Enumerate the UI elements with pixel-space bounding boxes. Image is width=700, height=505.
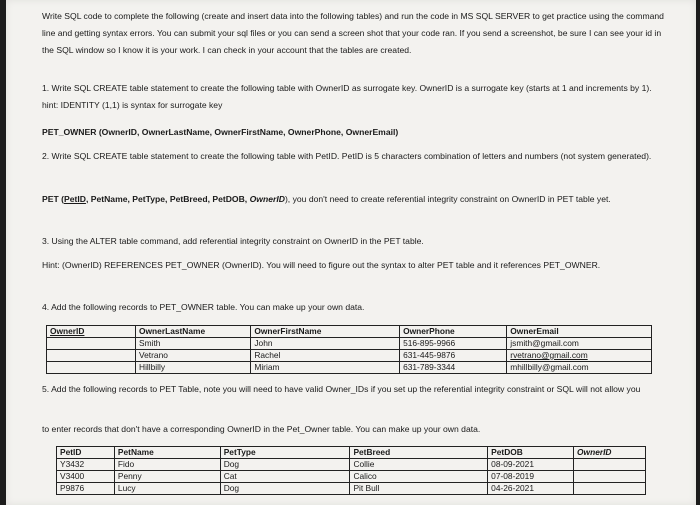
cell: John [251, 338, 400, 350]
cell: Calico [350, 471, 488, 483]
header-petdob: PetDOB [488, 447, 574, 459]
header-ownerid: OwnerID [574, 447, 646, 459]
pet-owner-schema: PET_OWNER (OwnerID, OwnerLastName, OwnerFirstName, OwnerPhone, OwnerEmail) [42, 127, 399, 137]
cell: 516-895-9966 [400, 338, 507, 350]
email-link-text[interactable]: rvetrano@gmail.com [510, 350, 588, 360]
cell: 04-26-2021 [488, 483, 574, 495]
hint-paragraph: Hint: (OwnerID) REFERENCES PET_OWNER (OwnerID). You will need to figure out the syntax to alter PET table and it references PET_OWNER. [42, 260, 601, 270]
question-1: 1. Write SQL CREATE table statement to create the following table with OwnerID as surrogate key. OwnerID is a surrogate key (starts at 1 and increments by 1). hint: IDENTITY (1,1) is syntax for surrogate key [42, 83, 652, 110]
cell: Smith [136, 338, 251, 350]
pet-schema-pk: PetID [63, 194, 86, 204]
cell: Dog [220, 459, 350, 471]
cell: 08-09-2021 [488, 459, 574, 471]
header-ownerphone: OwnerPhone [400, 326, 507, 338]
worksheet-page [6, 0, 696, 505]
header-pettype: PetType [220, 447, 350, 459]
pet-schema-middle: , PetName, PetType, PetBreed, PetDOB, [85, 194, 250, 204]
question-5-continued: to enter records that don't have a corresponding OwnerID in the Pet_Owner table. You can make up your own data. [42, 424, 481, 434]
cell: Fido [114, 459, 220, 471]
header-petbreed: PetBreed [350, 447, 488, 459]
cell: 07-08-2019 [488, 471, 574, 483]
intro-paragraph: Write SQL code to complete the following (create and insert data into the following tables) and run the code in MS SQL SERVER to get practice using the command line and getting syntax errors. You can submit your sql files or you can send a screen shot that your code ran. If you send a screenshot, be sure I can see your id in the SQL window so I know it is your work. I can check in your account that the tables are created. [42, 11, 664, 55]
cell: 631-445-9876 [400, 350, 507, 362]
table-row [47, 338, 652, 350]
question-5: 5. Add the following records to PET Table, note you will need to have valid Owner_IDs if you set up the referential integrity constraint or SQL will not allow you [42, 384, 641, 394]
table-row [57, 471, 646, 483]
table-header-row [47, 326, 652, 338]
header-ownerid: OwnerID [47, 326, 136, 338]
cell [47, 362, 136, 374]
table-row [47, 362, 652, 374]
header-ownerlastname: OwnerLastName [136, 326, 251, 338]
table-row [57, 483, 646, 495]
cell [574, 483, 646, 495]
cell: Vetrano [136, 350, 251, 362]
cell: Penny [114, 471, 220, 483]
table-row [57, 459, 646, 471]
cell: V3400 [57, 471, 115, 483]
cell: Miriam [251, 362, 400, 374]
cell: Rachel [251, 350, 400, 362]
header-ownerfirstname: OwnerFirstName [251, 326, 400, 338]
cell: Hillbilly [136, 362, 251, 374]
header-petid: PetID [57, 447, 115, 459]
cell [47, 350, 136, 362]
cell [574, 459, 646, 471]
email-link[interactable] [507, 350, 652, 362]
pet-schema [42, 191, 666, 208]
cell: mhillbilly@gmail.com [507, 362, 652, 374]
pet-schema-fk: OwnerID [249, 194, 285, 204]
table-header-row [57, 447, 646, 459]
header-petname: PetName [114, 447, 220, 459]
pet-table [56, 446, 646, 495]
pet-schema-suffix: ), you don't need to create referential integrity constraint on OwnerID in PET table yet. [284, 194, 611, 204]
cell: Lucy [114, 483, 220, 495]
question-3: 3. Using the ALTER table command, add referential integrity constraint on OwnerID in the PET table. [42, 236, 424, 246]
cell: Dog [220, 483, 350, 495]
cell: jsmith@gmail.com [507, 338, 652, 350]
header-owneremail: OwnerEmail [507, 326, 652, 338]
question-4: 4. Add the following records to PET_OWNER table. You can make up your own data. [42, 302, 365, 312]
pet-owner-table [46, 325, 652, 374]
cell: Cat [220, 471, 350, 483]
cell: Collie [350, 459, 488, 471]
cell [47, 338, 136, 350]
pet-schema-prefix: PET ( [42, 194, 64, 204]
cell: Pit Bull [350, 483, 488, 495]
table-row [47, 350, 652, 362]
cell: P9876 [57, 483, 115, 495]
question-2: 2. Write SQL CREATE table statement to create the following table with PetID. PetID is 5 characters combination of letters and numbers (not system generated). [42, 151, 652, 161]
cell: 631-789-3344 [400, 362, 507, 374]
cell: Y3432 [57, 459, 115, 471]
cell [574, 471, 646, 483]
